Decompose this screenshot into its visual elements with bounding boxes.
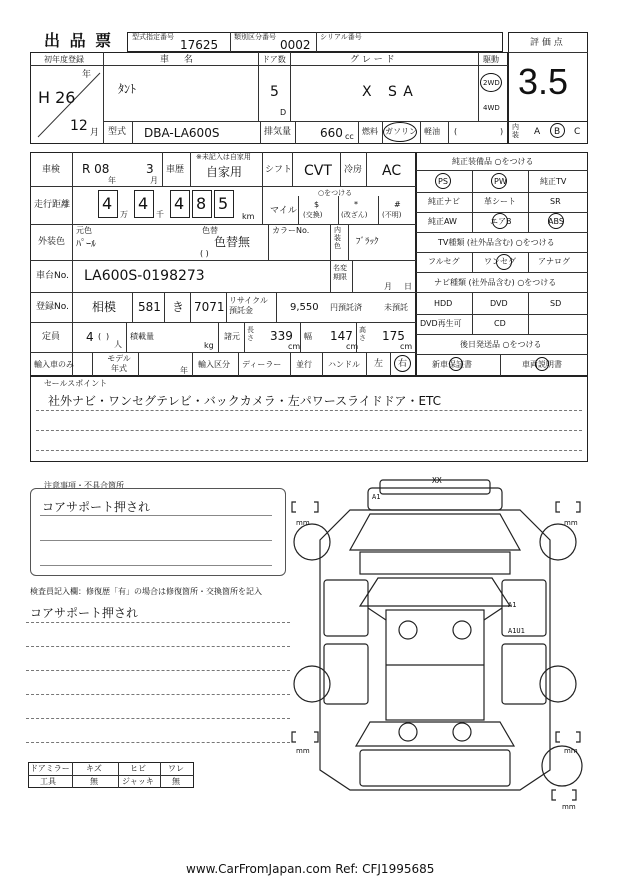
length-label: 長さ [247, 326, 254, 342]
import-parallel: 並行 [296, 360, 312, 369]
shift-value: CVT [304, 163, 332, 179]
name-change-day-unit: 日 [404, 282, 412, 291]
ac-label: 冷房 [344, 165, 363, 175]
meter-dollar: $ [314, 200, 320, 209]
windshield-shape [360, 578, 510, 606]
recycle-label: リサイクル預託金 [229, 296, 268, 315]
navi-title: ナビ種類 (社外品含む) ○をつける [434, 278, 557, 287]
fuel-value: ガソリン [385, 127, 417, 136]
recycle-status: 円預託済 [330, 303, 362, 312]
left-front-wheel [294, 524, 330, 560]
serial-label: シリアル番号 [320, 33, 362, 41]
diagram-front-a1: A1 [372, 493, 381, 501]
capacity-label: 定員 [42, 332, 61, 342]
inspection-year-unit: 年 [108, 176, 116, 185]
name-change-label: 名変期限 [333, 264, 347, 281]
reg-kana: き [172, 300, 185, 314]
fuel-label: 燃料 [362, 127, 378, 136]
interior-grade-b: B [554, 127, 561, 137]
score-label: 評 価 点 [530, 38, 563, 48]
mileage-label: 走行距離 [34, 200, 71, 210]
tv-analog: アナログ [538, 257, 570, 266]
diagram-mm-rr: mm [564, 747, 578, 755]
interior-grade-a: A [534, 127, 541, 137]
footer-ref: www.CarFromJapan.com Ref: CFJ1995685 [186, 862, 435, 876]
acc-tools-value: 無 [90, 777, 98, 786]
navi-dvd-play: DVD再生可 [420, 319, 462, 328]
mileage-digit-1: 4 [102, 194, 113, 213]
orig-color-label: 元色 [76, 226, 92, 235]
doors-value: 5 [270, 84, 279, 100]
drive-2wd-circle [480, 73, 502, 92]
navi-sd: SD [550, 299, 562, 308]
diagram-a1u1-right: A1U1 [508, 627, 525, 635]
doors-label: ドア数 [262, 55, 286, 64]
meter-miles: マイル [270, 206, 297, 216]
inspection-label: 車検 [42, 165, 61, 175]
left-rear-wheel [294, 666, 330, 702]
year-unit: 年 [82, 70, 92, 80]
first-reg-year: H 26 [38, 88, 76, 107]
later-title: 後日発送品 ○をつける [460, 340, 542, 349]
acc-header-mirror: ドアミラー [30, 764, 70, 773]
km-unit: km [242, 212, 255, 221]
grade-value: X SA [362, 84, 419, 100]
capacity-unit: 人 [114, 340, 122, 349]
interior-color: ﾌﾞﾗｯｸ [356, 237, 379, 247]
inspector-text: コアサポート押され [30, 606, 139, 620]
capacity-value: 4 [86, 330, 94, 344]
light-oil-label: 軽油 [424, 127, 440, 136]
inspection-month-unit: 月 [150, 176, 158, 185]
model-type: DBA-LA600S [144, 126, 220, 140]
diagram-mm-rf: mm [564, 519, 578, 527]
equip-sr: SR [550, 197, 561, 206]
drive-4wd: 4WD [483, 104, 500, 112]
diagram-mm-spare: mm [562, 803, 576, 811]
chassis-value: LA600S-0198273 [84, 268, 205, 284]
interior-label: 内装 [512, 123, 519, 139]
meter-exchange: (交換) [303, 211, 323, 219]
month-unit: 月 [90, 128, 100, 138]
interior-grade-circle [550, 123, 565, 138]
meter-hash: # [394, 200, 401, 209]
acc-header-scratch: キズ [86, 764, 102, 773]
equip-navi: 純正ナビ [428, 197, 460, 206]
equip-aw: 純正AW [428, 217, 457, 226]
door-suffix: D [280, 108, 287, 117]
sales-label: セールスポイント [44, 379, 108, 388]
first-reg-month: 12 [70, 118, 88, 134]
displacement-value: 660 [320, 126, 343, 140]
name-change-month-unit: 月 [384, 282, 392, 291]
diagram-mm-lr: mm [296, 747, 310, 755]
width-label: 幅 [304, 332, 312, 341]
cc-unit: cc [345, 132, 354, 141]
handle-right: 右 [398, 359, 408, 369]
acc-jack-label: ジャッキ [122, 777, 154, 786]
history-label: 車歴 [166, 165, 185, 175]
right-rear-door-shape [502, 644, 546, 704]
navi-dvd: DVD [490, 299, 508, 308]
equip-pw: PW [494, 177, 507, 186]
tv-fullseg: フルセグ [428, 257, 460, 266]
hood-shape [350, 514, 520, 550]
car-name-label: 車 名 [160, 55, 199, 65]
interior-grade-c: C [574, 127, 581, 137]
model-cert-value: 17625 [180, 38, 219, 52]
notes-label: 注意事項・不具合箇所 [44, 481, 124, 490]
tv-oneseg: ワンセグ [484, 257, 516, 266]
sheet-title: 出 品 票 [44, 31, 114, 50]
history-note: ※未記入は自家用 [196, 153, 251, 161]
model-year-label: モデル年式 [107, 354, 131, 373]
diagram-mm-lf: mm [296, 519, 310, 527]
displacement-label: 排気量 [264, 127, 292, 137]
acc-tools-label: 工具 [40, 777, 56, 786]
mileage-digit-3: 4 [174, 194, 185, 213]
height-value: 175 [382, 329, 405, 343]
shift-label: シフト [265, 165, 293, 175]
class-label: 類別区分番号 [234, 33, 276, 41]
color-no-label: カラーNo. [272, 226, 310, 235]
model-type-label: 型式 [108, 127, 127, 137]
orig-color: ﾊﾟｰﾙ [76, 239, 96, 250]
payload-label: 積載量 [130, 332, 154, 341]
diagram-top-code: XX [432, 476, 442, 485]
mileage-digit-2: 4 [138, 194, 149, 213]
recycle-amount: 9,550 [290, 302, 319, 313]
color-code-label: 色替 [202, 226, 218, 235]
fuel-circle [383, 122, 417, 142]
notes-text: コアサポート押され [42, 500, 151, 514]
tv-title: TV種類 (社外品含む) ○をつける [438, 238, 555, 247]
meter-star: * [354, 200, 358, 209]
acc-header-break: ワレ [168, 764, 184, 773]
mileage-digit-4: 8 [196, 194, 207, 213]
length-value: 339 [270, 329, 293, 343]
score-value: 3.5 [518, 61, 569, 102]
inspection-month: 3 [146, 162, 154, 176]
handle-right-circle [394, 355, 411, 372]
drive-2wd: 2WD [483, 79, 500, 87]
color-change: 色替無 [214, 235, 251, 249]
width-cm: cm [346, 342, 359, 351]
inspector-label: 検査員記入欄：修復歴「有」の場合は修復箇所・交換箇所を記入 [30, 587, 262, 596]
equip-tv: 純正TV [540, 177, 567, 186]
handle-left: 左 [374, 359, 384, 369]
left-rear-door-shape [324, 644, 368, 704]
height-label: 高さ [359, 326, 366, 342]
dim-label: 諸元 [224, 332, 240, 341]
import-type-label: 輸入区分 [198, 360, 230, 369]
sales-text: 社外ナビ・ワンセグテレビ・バックカメラ・左パワースライドドア・ETC [48, 394, 442, 408]
chassis-label: 車台No. [36, 271, 69, 281]
equip-title: 純正装備品 ○をつける [452, 157, 534, 166]
later-manual: 車両説明書 [522, 360, 562, 369]
meter-tamper: (改ざん) [341, 211, 368, 219]
drive-label: 駆動 [483, 55, 499, 64]
acc-header-crack: ヒビ [130, 764, 146, 773]
man-unit: 万 [120, 210, 128, 219]
sen-unit: 千 [156, 210, 164, 219]
first-reg-label: 初年度登録 [44, 55, 84, 64]
reg-area: 相模 [92, 300, 117, 314]
equip-ps: PS [438, 177, 448, 186]
meter-note: ○をつける [318, 189, 353, 197]
inspection-era: R 08 [82, 162, 110, 176]
color-label: 外装色 [38, 237, 66, 247]
navi-cd: CD [494, 319, 506, 328]
reg-class: 581 [138, 300, 161, 314]
color-paren: ( ) [200, 249, 209, 258]
equip-leather: 革シート [484, 197, 516, 206]
handle-label: ハンドル [328, 360, 360, 369]
later-warranty: 新車保証書 [432, 360, 472, 369]
history-value: 自家用 [206, 165, 243, 179]
height-cm: cm [400, 342, 413, 351]
import-label: 輸入車のみ [34, 360, 74, 369]
import-dealer: ディーラー [242, 360, 282, 369]
car-damage-diagram [290, 470, 600, 820]
model-year-unit: 年 [180, 366, 188, 375]
width-value: 147 [330, 329, 353, 343]
diagram-a1-right: A1 [508, 601, 517, 609]
equip-abs: ABS [548, 217, 564, 226]
interior-color-label: 内装色 [334, 226, 341, 250]
rear-panel-shape [360, 750, 510, 786]
reg-label: 登録No. [36, 302, 69, 312]
payload-kg: kg [204, 341, 214, 350]
meter-unknown: (不明) [382, 211, 402, 219]
equip-airbag: エアB [490, 217, 512, 226]
acc-jack-value: 無 [172, 777, 180, 786]
mileage-digit-5: 5 [218, 194, 229, 213]
left-front-door-shape [324, 580, 368, 636]
right-front-wheel [540, 524, 576, 560]
navi-hdd: HDD [434, 299, 453, 308]
ac-value: AC [382, 163, 402, 179]
class-value: 0002 [280, 38, 311, 52]
reg-number: 7071 [194, 300, 225, 314]
car-name: ﾀﾝﾄ [118, 82, 137, 96]
length-cm: cm [288, 342, 301, 351]
grade-label: グ レ ー ド [350, 55, 395, 65]
recycle-unpaid: 未預託 [384, 303, 408, 312]
model-cert-label: 型式指定番号 [132, 33, 174, 41]
